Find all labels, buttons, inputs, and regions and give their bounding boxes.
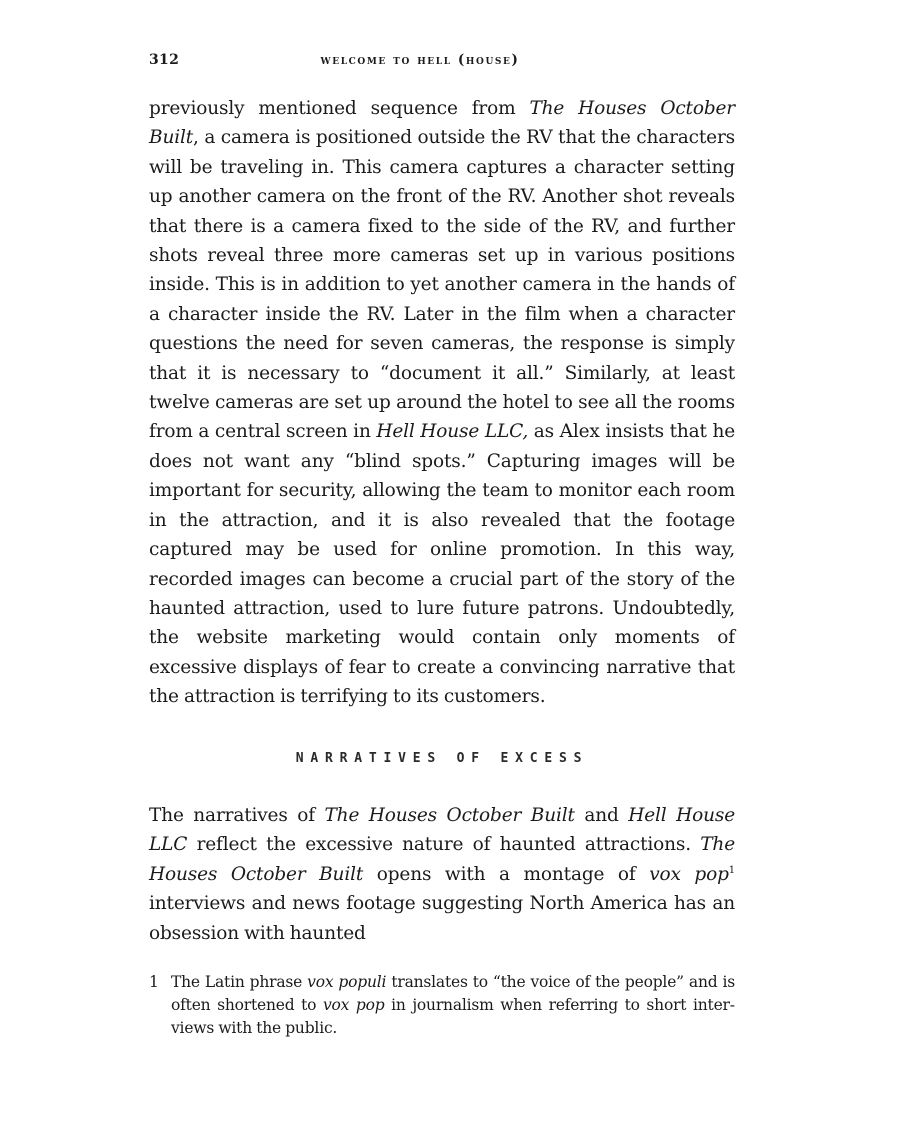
page-number: 312	[149, 52, 180, 68]
film-title: Hell House LLC,	[376, 421, 529, 443]
text-run: The narratives of	[149, 805, 325, 826]
text-run: previously mentioned sequence from	[149, 98, 530, 119]
text-run: opens with a montage of	[363, 863, 650, 885]
film-title: The Houses October Built	[149, 834, 735, 885]
body-paragraph	[149, 801, 735, 948]
foreign-term: vox populi	[307, 973, 387, 991]
text-run: translates to “the voice of the people” and is often shortened to	[171, 973, 736, 1014]
footnote-number: 1	[149, 973, 159, 991]
text-run: reflect the excessive nature of haunted attractions.	[187, 834, 701, 856]
film-title: The Houses October Built	[324, 805, 575, 826]
foreign-term: vox pop	[322, 996, 385, 1014]
text-run: in journalism when referring to short interviews with the public.	[171, 996, 736, 1037]
footnote	[149, 971, 735, 1040]
text-run: , a camera is positioned outside the RV that the characters will be traveling in. This camera captures a character setting up another camera on the front of the RV. Another shot reveals that there is a camera fixed to the side of the RV, and further shots reveal three more cameras set up in various positions inside. This is in addition to yet another camera in the hands of a character inside the RV. Later in the film when a character questions the need for seven cameras, the response is simply that it is necessary to “document it all.” Similarly, at least twelve cameras are set up around the hotel to see all the rooms from a central screen in	[149, 127, 735, 443]
foreign-term: vox pop	[649, 863, 729, 885]
text-run: The Latin phrase	[171, 973, 308, 991]
text-run: interviews and news footage suggesting North America has an obsession with haunted	[149, 893, 735, 944]
footnote-reference[interactable]: 1	[728, 864, 735, 876]
film-title: Hell House LLC	[149, 805, 735, 856]
running-title: welcome to hell (house)	[320, 52, 520, 68]
book-page	[149, 0, 735, 1147]
running-header	[149, 52, 735, 72]
body-paragraph-2-block	[149, 801, 735, 948]
footnote-text	[171, 971, 735, 1040]
body-paragraph	[149, 94, 735, 712]
section-heading: NARRATIVES OF EXCESS	[295, 751, 589, 766]
text-run: and	[574, 805, 629, 826]
film-title: The Houses October Built	[149, 98, 736, 149]
body-paragraph-1-block	[149, 94, 735, 712]
text-run: as Alex insists that he does not want any “blind spots.” Capturing images will be important for security, allowing the team to monitor each room in the attraction, and it is also revealed that the footage captured may be used for online promotion. In this way, recorded images can become a crucial part of the story of the haunted attraction, used to lure future patrons. Undoubtedly, the website marketing would contain only moments of excessive displays of fear to create a convincing narrative that the attraction is terrifying to its customers.	[149, 421, 736, 708]
